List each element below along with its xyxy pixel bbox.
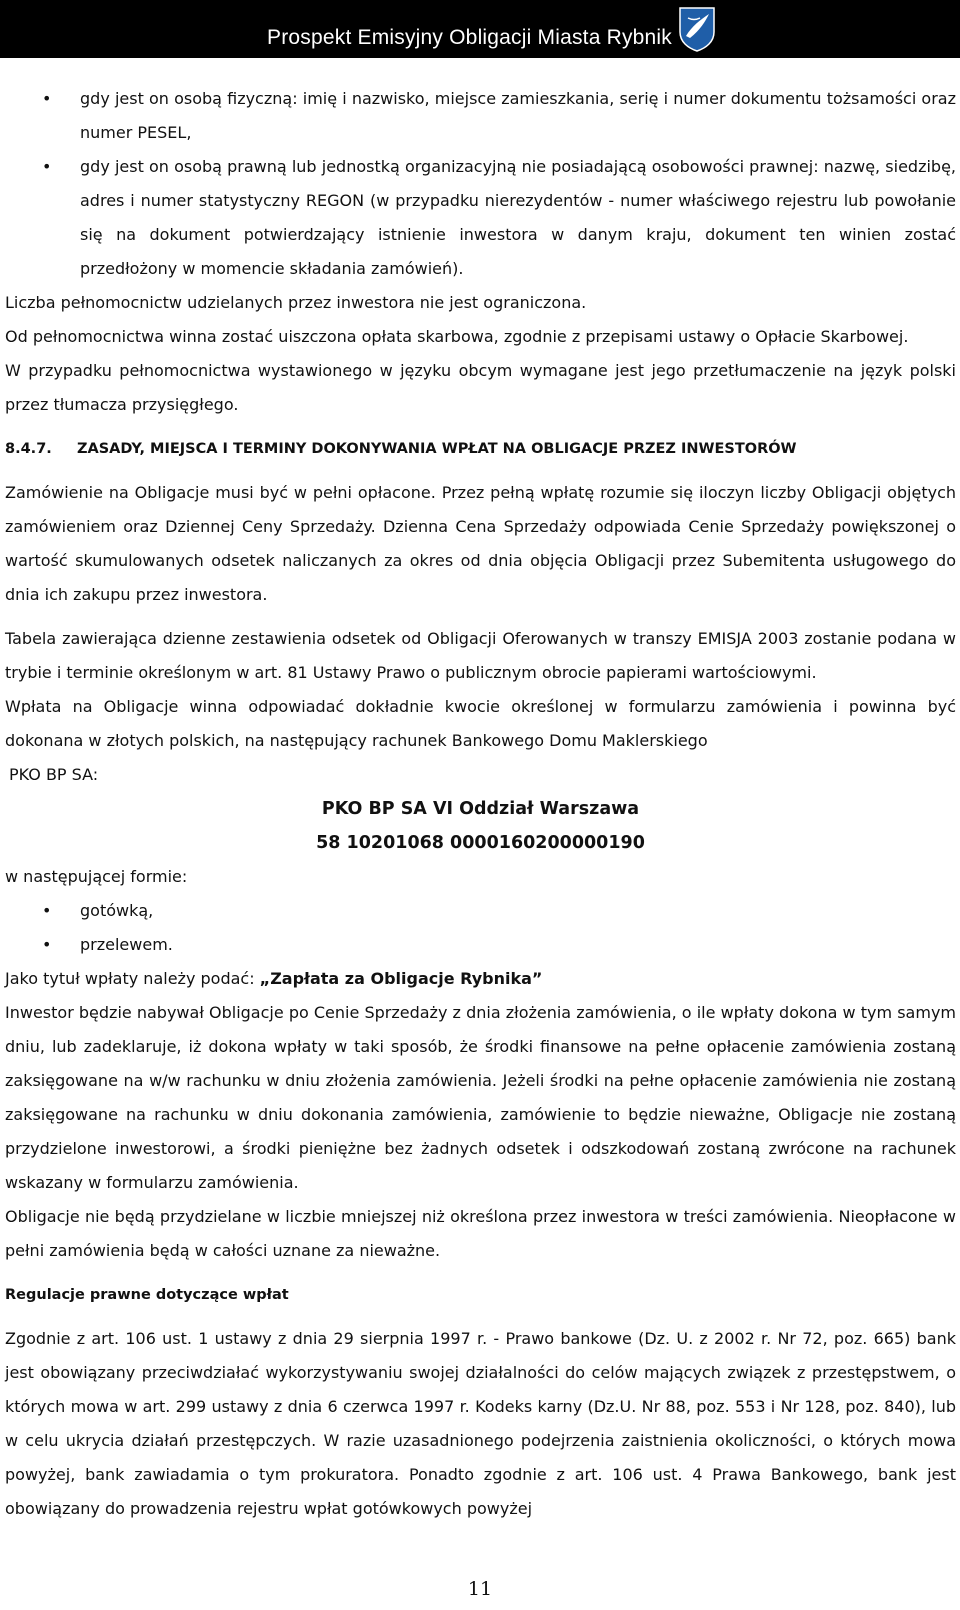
page-header <box>0 0 960 58</box>
list-item: • gotówką, <box>5 894 956 928</box>
bullet-icon: • <box>42 935 52 954</box>
section-title: ZASADY, MIEJSCA I TERMINY DOKONYWANIA WPŁAT NA OBLIGACJE PRZEZ INWESTORÓW <box>77 441 797 457</box>
paragraph: W przypadku pełnomocnictwa wystawionego w języku obcym wymagane jest jego przetłumaczenie na język polski przez tłumacza przysięgłego. <box>5 361 956 414</box>
paragraph: Tabela zawierająca dzienne zestawienia odsetek od Obligacji Oferowanych w transzy EMISJA 2003 zostanie podana w trybie i terminie określonym w art. 81 Ustawy Prawo o publicznym obrocie papierami wartościowymi. <box>5 629 956 682</box>
investor-data-list <box>5 82 956 286</box>
list-item: • gdy jest on osobą prawną lub jednostką organizacyjną nie posiadającą osobowości prawnej: nazwę, siedzibę, adres i numer statystyczny REGON (w przypadku nierezydentów - numer właściwego rejestru lub powołanie się na dokument potwierdzający istnienie inwestora w danym kraju, dokument ten winien zostać przedłożony w momencie składania zamówień). <box>5 150 956 286</box>
city-coat-of-arms-icon <box>678 6 716 52</box>
paragraph: Obligacje nie będą przydzielane w liczbie mniejszej niż określona przez inwestora w treści zamówienia. Nieopłacone w pełni zamówienia będą w całości uznane za nieważne. <box>5 1207 956 1260</box>
account-number: 58 10201068 0000160200000190 <box>316 833 645 853</box>
paragraph: Od pełnomocnictwa winna zostać uiszczona opłata skarbowa, zgodnie z przepisami ustawy o Opłacie Skarbowej. <box>5 327 909 346</box>
payment-form-list <box>5 894 956 962</box>
section-heading <box>5 432 956 466</box>
bullet-icon: • <box>42 901 52 920</box>
list-item: • przelewem. <box>5 928 956 962</box>
subheading: Regulacje prawne dotyczące wpłat <box>5 1287 289 1303</box>
paragraph: Wpłata na Obligacje winna odpowiadać dokładnie kwocie określonej w formularzu zamówienia i powinna być dokonana w złotych polskich, na następujący rachunek Bankowego Domu Maklerskiego <box>5 697 956 750</box>
header-title: Prospekt Emisyjny Obligacji Miasta Rybnik <box>267 26 672 49</box>
section-number: 8.4.7. <box>5 441 52 457</box>
paragraph: Inwestor będzie nabywał Obligacje po Cenie Sprzedaży z dnia złożenia zamówienia, o ile wpłaty dokona w tym samym dniu, lub zadeklaruje, iż dokona wpłaty w taki sposób, że środki finansowe na pełne opłacenie zamówienia zostaną zaksięgowane na w/w rachunku w dniu złożenia zamówienia. Jeżeli środki na pełne opłacenie zamówienia nie zostaną zaksięgowane na rachunku w dniu dokonania zamówienia, zamówienie to będzie nieważne, Obligacje nie zostaną przydzielone inwestorowi, a środki pieniężne bez żadnych odsetek i odszkodowań zostaną zwrócone na rachunek wskazany w formularzu zamówienia. <box>5 1003 956 1192</box>
paragraph: Zamówienie na Obligacje musi być w pełni opłacone. Przez pełną wpłatę rozumie się iloczyn liczby Obligacji objętych zamówieniem oraz Dziennej Ceny Sprzedaży. Dzienna Cena Sprzedaży odpowiada Cenie Sprzedaży powiększonej o wartość skumulowanych odsetek naliczanych za okres od dnia objęcia Obligacji przez Subemitenta usługowego do dnia ich zakupu przez inwestora. <box>5 483 956 604</box>
bullet-icon: • <box>42 89 52 108</box>
payment-title-value: „Zapłata za Obligacje Rybnika” <box>259 969 543 988</box>
document-body <box>5 82 956 1526</box>
bullet-icon: • <box>42 157 52 176</box>
account-name: PKO BP SA VI Oddział Warszawa <box>321 799 640 819</box>
form-intro: w następującej formie: <box>5 867 188 886</box>
paragraph: Zgodnie z art. 106 ust. 1 ustawy z dnia 29 sierpnia 1997 r. - Prawo bankowe (Dz. U. z 2002 r. Nr 72, poz. 665) bank jest obowiązany przeciwdziałać wykorzystywaniu swojej działalności do celów mających związek z przestępstwem, o których mowa w art. 299 ustawy z dnia 6 czerwca 1997 r. Kodeks karny (Dz.U. Nr 88, poz. 553 i Nr 128, poz. 840), lub w celu ukrycia działań przestępczych. W razie uzasadnionego podejrzenia zaistnienia okoliczności, o których mowa powyżej, bank zawiadamia o tym prokuratora. Ponadto zgodnie z art. 106 ust. 4 Prawa Bankowego, bank jest obowiązany do prowadzenia rejestru wpłat gotówkowych powyżej <box>5 1329 956 1518</box>
payment-title-line: Jako tytuł wpłaty należy podać: „Zapłata za Obligacje Rybnika” <box>5 969 543 988</box>
list-item: • gdy jest on osobą fizyczną: imię i nazwisko, miejsce zamieszkania, serię i numer dokumentu tożsamości oraz numer PESEL, <box>5 82 956 150</box>
paragraph: Liczba pełnomocnictw udzielanych przez inwestora nie jest ograniczona. <box>5 293 587 312</box>
bank-line: PKO BP SA: <box>9 765 99 784</box>
page-number: 11 <box>467 1578 493 1600</box>
